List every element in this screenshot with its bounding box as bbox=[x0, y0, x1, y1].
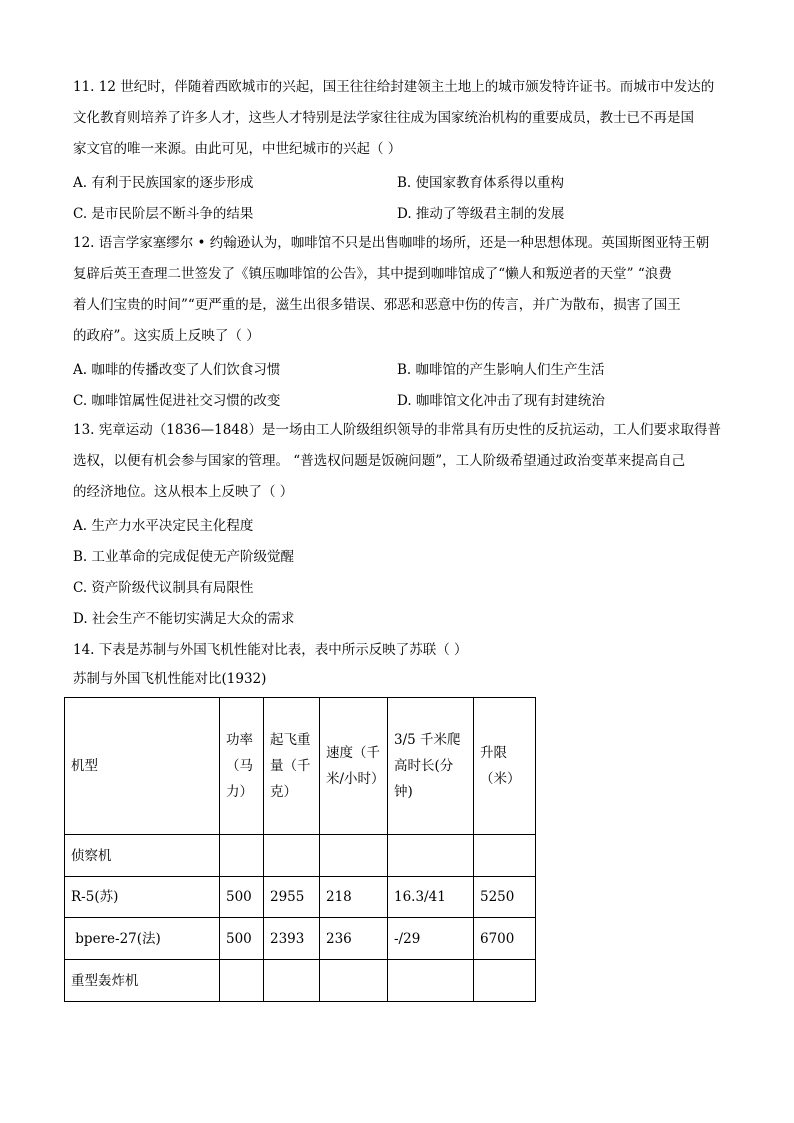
question-12-line-1: 12. 语言学家塞缪尔 • 约翰逊认为，咖啡馆不只是出售咖啡的场所，还是一种思想体现。英国斯图亚特王朝 bbox=[73, 235, 710, 251]
header-model: 机型 bbox=[65, 698, 220, 835]
cell-climb bbox=[388, 960, 474, 1002]
question-11-option-d[interactable]: D. 推动了等级君主制的发展 bbox=[397, 206, 565, 222]
cell-speed: 218 bbox=[320, 877, 388, 918]
cell-speed bbox=[320, 835, 388, 877]
header-speed: 速度（千米/小时） bbox=[320, 698, 388, 835]
question-13-line-3: 的经济地位。这从根本上反映了（ ） bbox=[73, 484, 294, 500]
cell-ceiling bbox=[474, 835, 536, 877]
cell-ceiling: 6700 bbox=[474, 918, 536, 960]
question-13-line-2: 选权，以便有机会参与国家的管理。 “普选权问题是饭碗问题”，工人阶级希望通过政治变革来提高自己 bbox=[73, 453, 686, 469]
cell-climb: 16.3/41 bbox=[388, 877, 474, 918]
cell-model: bpere-27(法) bbox=[65, 918, 220, 960]
question-12-line-4: 的政府”。这实质上反映了（ ） bbox=[73, 328, 260, 344]
question-11-option-c[interactable]: C. 是市民阶层不断斗争的结果 bbox=[73, 206, 254, 222]
question-13-option-c[interactable]: C. 资产阶级代议制具有局限性 bbox=[73, 580, 254, 596]
question-12-stem bbox=[73, 228, 723, 352]
question-12-option-b[interactable]: B. 咖啡馆的产生影响人们生产生活 bbox=[397, 362, 605, 378]
cell-speed bbox=[320, 960, 388, 1002]
cell-ceiling: 5250 bbox=[474, 877, 536, 918]
question-13-option-b[interactable]: B. 工业革命的完成促使无产阶级觉醒 bbox=[73, 549, 295, 565]
question-11-option-b[interactable]: B. 使国家教育体系得以重构 bbox=[397, 175, 565, 191]
cell-model: 重型轰炸机 bbox=[65, 960, 220, 1002]
question-13-line-1: 13. 宪章运动（1836—1848）是一场由工人阶级组织领导的非常具有历史性的反抗运动，工人们要求取得普 bbox=[73, 422, 721, 438]
cell-power bbox=[220, 835, 264, 877]
table-row bbox=[65, 918, 536, 960]
question-11-line-3: 家文官的唯一来源。由此可见，中世纪城市的兴起（ ） bbox=[73, 141, 402, 157]
cell-weight bbox=[264, 835, 320, 877]
question-14-stem: 14. 下表是苏制与外国飞机性能对比表，表中所示反映了苏联（ ） bbox=[73, 642, 468, 658]
question-12-option-c[interactable]: C. 咖啡馆属性促进社交习惯的改变 bbox=[73, 393, 281, 409]
table-row bbox=[65, 877, 536, 918]
question-13-option-a[interactable]: A. 生产力水平决定民主化程度 bbox=[73, 518, 254, 534]
cell-power: 500 bbox=[220, 877, 264, 918]
question-12-line-2: 复辟后英王查理二世签发了《镇压咖啡馆的公告》，其中提到咖啡馆成了“懒人和叛逆者的天堂” “浪费 bbox=[73, 266, 672, 282]
cell-model: R-5(苏) bbox=[65, 877, 220, 918]
header-climb: 3/5 千米爬高时长(分钟) bbox=[388, 698, 474, 835]
cell-ceiling bbox=[474, 960, 536, 1002]
question-11-line-2: 文化教育则培养了许多人才，这些人才特别是法学家往往成为国家统治机构的重要成员，教士已不再是国 bbox=[73, 110, 694, 126]
cell-climb bbox=[388, 835, 474, 877]
cell-weight bbox=[264, 960, 320, 1002]
question-11-option-a[interactable]: A. 有利于民族国家的逐步形成 bbox=[73, 175, 254, 191]
cell-power bbox=[220, 960, 264, 1002]
cell-weight: 2393 bbox=[264, 918, 320, 960]
cell-power: 500 bbox=[220, 918, 264, 960]
question-13-stem bbox=[73, 415, 723, 508]
table-title: 苏制与外国飞机性能对比(1932) bbox=[73, 671, 267, 687]
cell-climb: -/29 bbox=[388, 918, 474, 960]
cell-weight: 2955 bbox=[264, 877, 320, 918]
question-12-line-3: 着人们宝贵的时间”“更严重的是，滋生出很多错误、邪恶和恶意中伤的传言，并广为散布，损害了国王 bbox=[73, 297, 681, 313]
question-11-line-1: 11. 12 世纪时，伴随着西欧城市的兴起，国王往往给封建领主土地上的城市颁发特许证书。而城市中发达的 bbox=[73, 79, 715, 95]
aircraft-performance-table bbox=[64, 697, 536, 1002]
table-row bbox=[65, 960, 536, 1002]
header-power: 功率（马力） bbox=[220, 698, 264, 835]
table-row bbox=[65, 835, 536, 877]
table-header-row bbox=[65, 698, 536, 835]
header-weight: 起飞重量（千克） bbox=[264, 698, 320, 835]
question-11-stem bbox=[73, 72, 723, 165]
header-ceiling: 升限（米） bbox=[474, 698, 536, 835]
question-12-option-d[interactable]: D. 咖啡馆文化冲击了现有封建统治 bbox=[397, 393, 605, 409]
cell-model: 侦察机 bbox=[65, 835, 220, 877]
question-12-option-a[interactable]: A. 咖啡的传播改变了人们饮食习惯 bbox=[73, 362, 281, 378]
question-13-option-d[interactable]: D. 社会生产不能切实满足大众的需求 bbox=[73, 611, 295, 627]
cell-speed: 236 bbox=[320, 918, 388, 960]
